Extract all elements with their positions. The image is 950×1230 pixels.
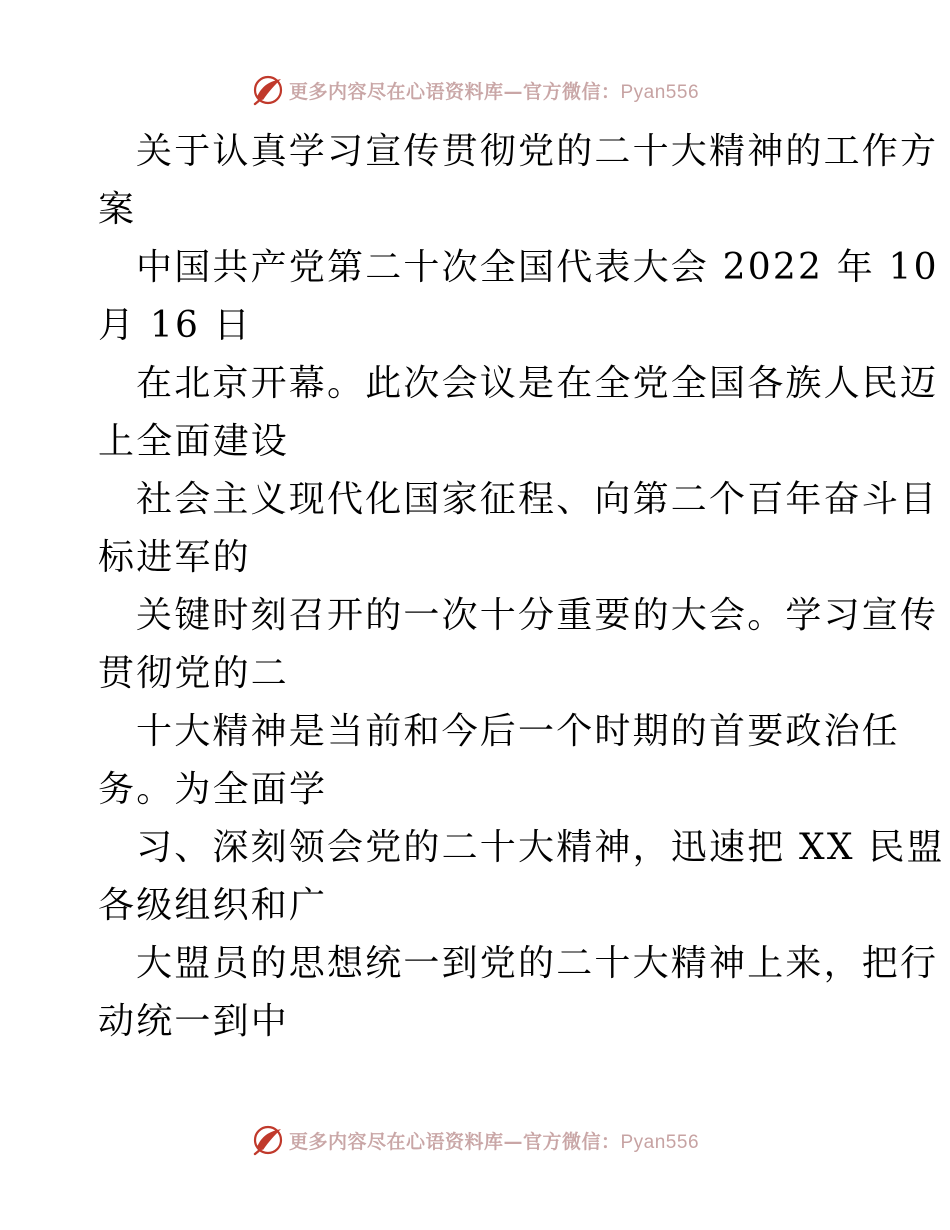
paragraph-3: [98, 355, 939, 471]
paragraph-2: [98, 239, 939, 355]
paragraph-6: [98, 703, 901, 819]
paragraph-line: 习、深刻领会党的二十大精神，迅速把 XX 民盟: [136, 827, 945, 868]
paragraph-line: 上全面建设: [98, 421, 290, 462]
paragraph-4: [98, 471, 939, 587]
paragraph-line: 社会主义现代化国家征程、向第二个百年奋斗目: [136, 479, 939, 520]
brush-logo-icon: [251, 1123, 285, 1157]
paragraph-line: 贯彻党的二: [98, 653, 290, 694]
watermark-header-text: 更多内容尽在心语资料库—官方微信：Pyan556: [288, 80, 700, 103]
watermark-footer-text: 更多内容尽在心语资料库—官方微信：Pyan556: [288, 1130, 700, 1153]
paragraph-1: [98, 123, 939, 239]
paragraph-line: 关键时刻召开的一次十分重要的大会。学习宣传: [136, 595, 939, 636]
paragraph-7: [98, 819, 945, 935]
paragraph-line: 在北京开幕。此次会议是在全党全国各族人民迈: [136, 363, 939, 404]
paragraph-line: 大盟员的思想统一到党的二十大精神上来，把行: [136, 943, 939, 984]
paragraph-line: 务。为全面学: [98, 769, 328, 810]
watermark-header: [0, 70, 950, 110]
paragraph-line: 关于认真学习宣传贯彻党的二十大精神的工作方: [136, 131, 939, 172]
brush-logo-icon: [251, 73, 285, 107]
watermark-footer: [0, 1120, 950, 1160]
document-body: [98, 123, 945, 1051]
paragraph-line: 月 16 日: [98, 305, 252, 346]
paragraph-line: 案: [98, 189, 137, 230]
paragraph-5: [98, 587, 939, 703]
paragraph-line: 标进军的: [98, 537, 251, 578]
paragraph-line: 中国共产党第二十次全国代表大会 2022 年 10: [136, 247, 939, 288]
paragraph-line: 各级组织和广: [98, 885, 328, 926]
paragraph-8: [98, 935, 939, 1051]
paragraph-line: 十大精神是当前和今后一个时期的首要政治任: [136, 711, 901, 752]
paragraph-line: 动统一到中: [98, 1001, 290, 1042]
